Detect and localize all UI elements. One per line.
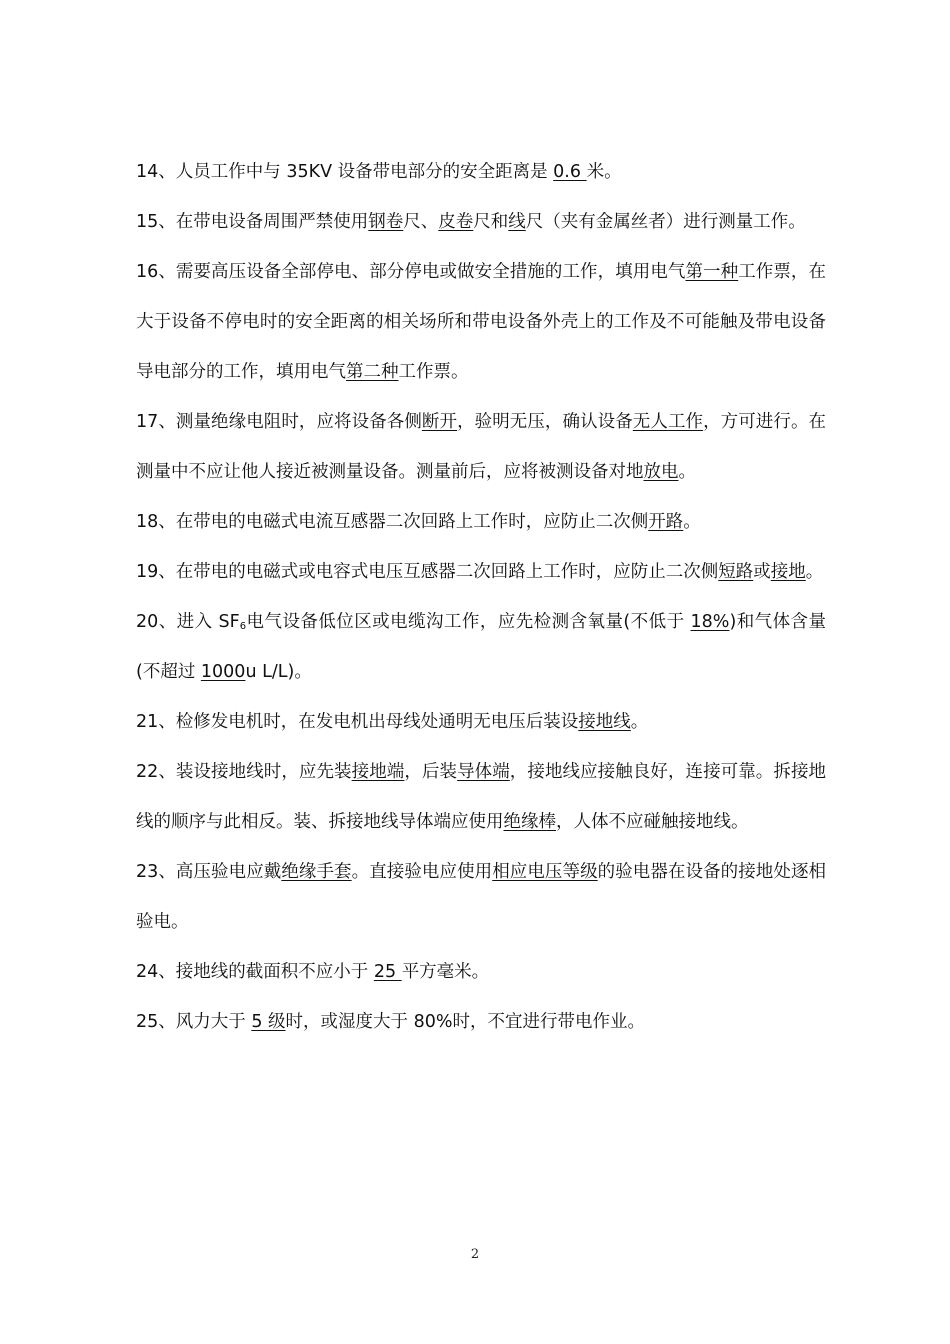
list-item [136,247,826,397]
item-text: 。 [630,712,649,732]
item-text: 23、高压验电应戴 [136,862,282,882]
list-item [136,997,826,1047]
item-text: 米。 [586,162,622,182]
item-text: ，方可进行。在测量中不应让他人接近被测量设备。测量前后，应将被测设备对地 [136,412,827,482]
answer-text: 18% [690,612,730,632]
answer-text: 接地 [770,562,806,582]
answer-text: 绝缘棒 [503,812,556,832]
item-text: ，接地线应接触良好，连接可靠。拆接地线的顺序与此相反。装、拆接地线导体端应使用 [136,762,827,832]
answer-text: 皮卷 [438,212,474,232]
item-text: 。直接验电应使用 [351,862,493,882]
item-text: 16、需要高压设备全部停电、部分停电或做安全措施的工作，填用电气 [136,262,686,282]
answer-text: 绝缘手套 [281,862,352,882]
item-text: 平方毫米。 [401,962,490,982]
item-text: 17、测量绝缘电阻时，应将设备各侧 [136,412,422,432]
item-text: u L/L)。 [245,662,312,682]
answer-text: 短路 [718,562,754,582]
item-text: 。 [805,562,824,582]
answer-text: 接地端 [351,762,405,782]
item-text: 14、人员工作中与 35KV 设备带电部分的安全距离是 [136,162,554,182]
item-text: 18、在带电的电磁式电流互感器二次回路上工作时，应防止二次侧 [136,512,649,532]
answer-text: 线 [508,212,526,232]
answer-text: 相应电压等级 [492,862,598,882]
item-text: ，后装 [404,762,458,782]
answer-text: 25 [373,962,402,982]
item-text: 工作票，在大于设备不停电时的安全距离的相关场所和带电设备外壳上的工作及不可能触及带电设备导电部分的工作，填用电气 [136,262,826,382]
list-item [136,747,826,847]
document-body [136,147,826,1047]
answer-text: 第二种 [346,362,399,382]
item-text: 21、检修发电机时，在发电机出母线处通明无电压后装设 [136,712,579,732]
answer-text: 无人工作 [632,412,704,432]
item-text: 19、在带电的电磁式或电容式电压互感器二次回路上工作时，应防止二次侧 [136,562,719,582]
answer-text: 开路 [648,512,684,532]
answer-text: 放电 [643,462,679,482]
list-item [136,597,826,697]
list-item [136,147,826,197]
item-text: ，验明无压，确认设备 [457,412,633,432]
item-text: 尺、 [403,212,439,232]
subscript-text: 6 [239,621,247,632]
item-text: 22、装设接地线时，应先装 [136,762,352,782]
item-text: 25、风力大于 [136,1012,252,1032]
item-text: 电气设备低位区或电缆沟工作，应先检测含氧量(不低于 [246,612,691,632]
item-text: 20、进入 SF [136,612,240,632]
answer-text: 5 级 [251,1012,286,1032]
item-text: 。 [678,462,696,482]
list-item [136,947,826,997]
page-number: 2 [470,1247,480,1262]
list-item [136,847,826,947]
item-text: 工作票。 [398,362,469,382]
item-text: 尺和 [473,212,509,232]
item-text: ，人体不应碰触接地线。 [556,812,749,832]
item-text: 的验电器在设备的接地处逐相验电。 [136,862,827,932]
answer-text: 0.6 [553,162,587,182]
item-text: 24、接地线的截面积不应小于 [136,962,374,982]
list-item [136,197,826,247]
list-item [136,397,826,497]
list-item [136,697,826,747]
item-text: 时，或湿度大于 80%时，不宜进行带电作业。 [285,1012,646,1032]
item-text: 15、在带电设备周围严禁使用 [136,212,369,232]
answer-text: 断开 [421,412,458,432]
list-item [136,497,826,547]
answer-text: 接地线 [578,712,631,732]
answer-text: 第一种 [685,262,739,282]
answer-text: 1000 [200,662,246,682]
item-text: 尺（夹有金属丝者）进行测量工作。 [525,212,806,232]
answer-text: 钢卷 [368,212,404,232]
item-text: )和气体含量(不超过 [136,612,826,682]
list-item [136,547,826,597]
item-text: 或 [753,562,771,582]
answer-text: 导体端 [457,762,510,782]
item-text: 。 [683,512,701,532]
